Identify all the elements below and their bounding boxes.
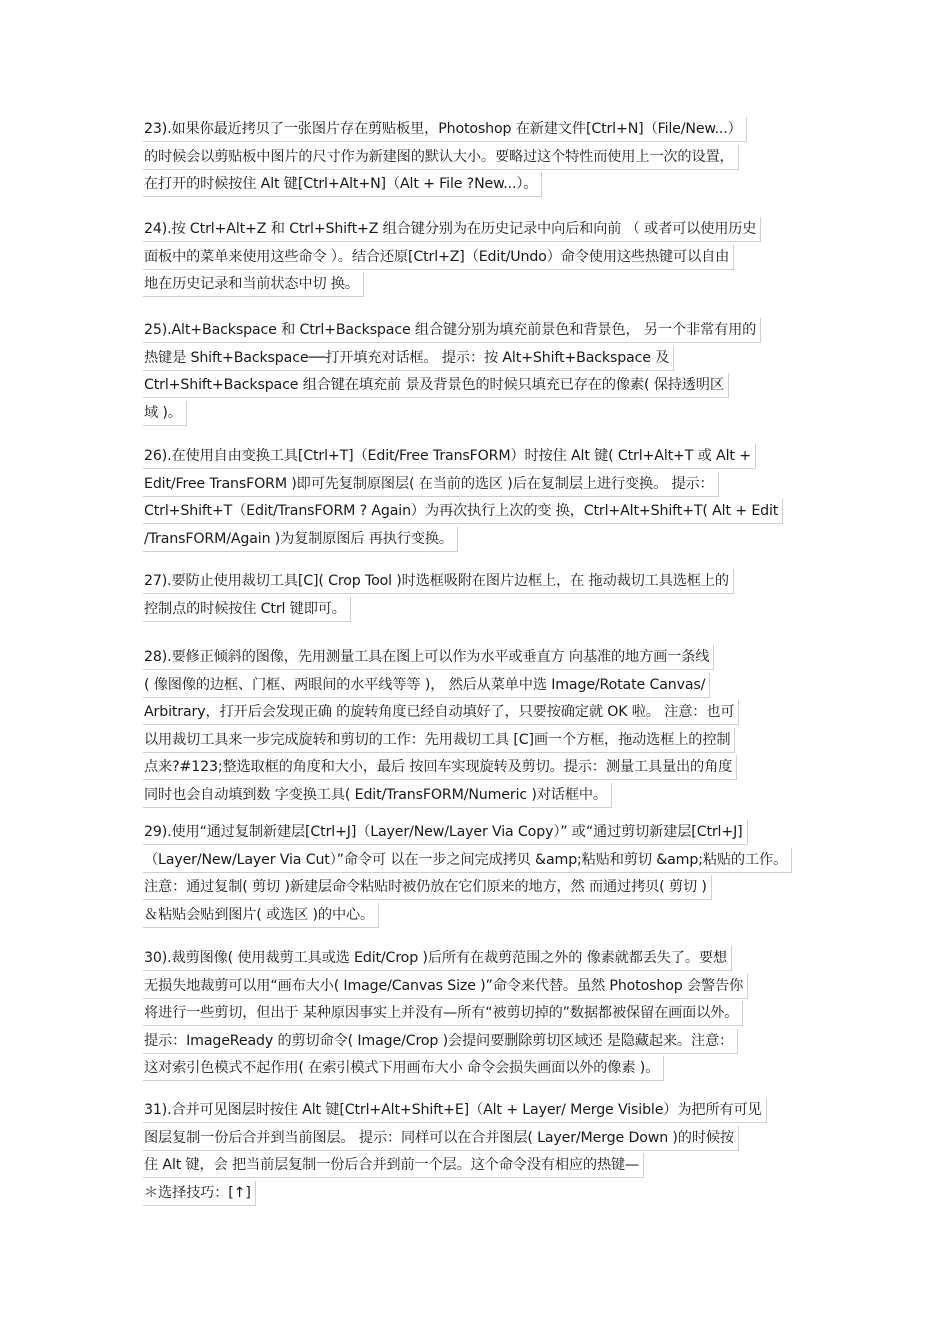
tip-25-line-4: 域 )。	[143, 401, 187, 426]
tip-30-line-5: 这对索引色模式不起作用( 在索引模式下用画布大小 命令会损失画面以外的像素 )。	[143, 1056, 664, 1081]
tip-26-line-3: Ctrl+Shift+T（Edit/TransFORM ? Again）为再次执行上次的变 换，Ctrl+Alt+Shift+T( Alt + Edit	[143, 499, 783, 524]
tip-28-line-3: Arbitrary，打开后会发现正确 的旋转角度已经自动填好了，只要按确定就 OK 啦。 注意：也可	[143, 700, 739, 725]
tip-29-line-1: 29).使用“通过复制新建层[Ctrl+J]（Layer/New/Layer Via Copy）” 或“通过剪切新建层[Ctrl+J]	[143, 820, 748, 845]
tip-26-paragraph	[143, 444, 783, 554]
tip-30-line-1: 30).裁剪图像( 使用裁剪工具或选 Edit/Crop )后所有在裁剪范围之外的 像素就都丢失了。要想	[143, 946, 732, 971]
tip-27-paragraph	[143, 569, 734, 624]
tip-30-line-2: 无损失地裁剪可以用“画布大小( Image/Canvas Size )”命令来代替。虽然 Photoshop 会警告你	[143, 974, 748, 999]
tip-29-line-4: ＆粘贴会贴到图片( 或选区 )的中心。	[143, 903, 379, 928]
tip-28-line-6: 同时也会自动填到数 字变换工具( Edit/TransFORM/Numeric )对话框中。	[143, 783, 612, 808]
tip-30-paragraph	[143, 946, 748, 1084]
tip-24-line-2: 面板中的菜单来使用这些命令 ）。结合还原[Ctrl+Z]（Edit/Undo）命令使用这些热键可以自由	[143, 245, 734, 270]
tip-26-line-4: /TransFORM/Again )为复制原图后 再执行变换。	[143, 527, 458, 552]
tip-31-line-3: 住 Alt 键，会 把当前层复制一份后合并到前一个层。这个命令没有相应的热键—	[143, 1153, 644, 1178]
tip-28-line-5: 点来?#123;整选取框的角度和大小，最后 按回车实现旋转及剪切。提示：测量工具量出的角度	[143, 755, 737, 780]
tip-30-line-3: 将进行一些剪切，但出于 某种原因事实上并没有—所有“被剪切掉的”数据都被保留在画面以外。	[143, 1001, 743, 1026]
tip-24-paragraph	[143, 217, 761, 300]
tip-31-line-4: ＊选择技巧：[↑]	[143, 1181, 256, 1206]
tip-28-line-4: 以用裁切工具来一步完成旋转和剪切的工作：先用裁切工具 [C]画一个方框，拖动选框上的控制	[143, 728, 735, 753]
tip-27-line-1: 27).要防止使用裁切工具[C]( Crop Tool )时选框吸附在图片边框上，在 拖动裁切工具选框上的	[143, 569, 734, 594]
tip-29-paragraph	[143, 820, 792, 930]
tip-31-line-2: 图层复制一份后合并到当前图层。 提示：同样可以在合并图层( Layer/Merge Down )的时候按	[143, 1126, 739, 1151]
tip-25-line-2: 热键是 Shift+Backspace──打开填充对话框。 提示：按 Alt+Shift+Backspace 及	[143, 346, 674, 371]
tip-23-line-2: 的时候会以剪贴板中图片的尺寸作为新建图的默认大小。要略过这个特性而使用上一次的设置，	[143, 145, 739, 170]
tip-28-line-1: 28).要修正倾斜的图像，先用测量工具在图上可以作为水平或垂直方 向基准的地方画一条线	[143, 645, 714, 670]
tip-24-line-3: 地在历史记录和当前状态中切 换。	[143, 272, 364, 297]
tip-24-line-1: 24).按 Ctrl+Alt+Z 和 Ctrl+Shift+Z 组合键分别为在历史记录中向后和向前 （ 或者可以使用历史	[143, 217, 761, 242]
tip-26-line-2: Edit/Free TransFORM )即可先复制原图层( 在当前的选区 )后在复制层上进行变换。 提示：	[143, 472, 719, 497]
tip-23-line-1: 23).如果你最近拷贝了一张图片存在剪贴板里，Photoshop 在新建文件[Ctrl+N]（File/New...）	[143, 117, 747, 142]
tip-30-line-4: 提示：ImageReady 的剪切命令( Image/Crop )会提问要删除剪切区域还 是隐藏起来。注意：	[143, 1029, 738, 1054]
tip-23-line-3: 在打开的时候按住 Alt 键[Ctrl+Alt+N]（Alt + File ?New...）。	[143, 172, 542, 197]
tip-25-line-3: Ctrl+Shift+Backspace 组合键在填充前 景及背景色的时候只填充已存在的像素( 保持透明区	[143, 373, 729, 398]
tip-28-line-2: ( 像图像的边框、门框、两眼间的水平线等等 )， 然后从菜单中选 Image/Rotate Canvas/	[143, 673, 710, 698]
tip-25-line-1: 25).Alt+Backspace 和 Ctrl+Backspace 组合键分别为填充前景色和背景色， 另一个非常有用的	[143, 318, 761, 343]
tip-27-line-2: 控制点的时候按住 Ctrl 键即可。	[143, 597, 351, 622]
tip-29-line-3: 注意：通过复制( 剪切 )新建层命令粘贴时被仍放在它们原来的地方，然 而通过拷贝( 剪切 )	[143, 875, 712, 900]
tip-31-paragraph	[143, 1098, 767, 1208]
tip-23-paragraph	[143, 117, 747, 200]
tip-29-line-2: （Layer/New/Layer Via Cut）”命令可 以在一步之间完成拷贝 &amp;粘贴和剪切 &amp;粘贴的工作。	[143, 848, 792, 873]
tip-26-line-1: 26).在使用自由变换工具[Ctrl+T]（Edit/Free TransFORM）时按住 Alt 键( Ctrl+Alt+T 或 Alt +	[143, 444, 756, 469]
tip-31-line-1: 31).合并可见图层时按住 Alt 键[Ctrl+Alt+Shift+E]（Alt + Layer/ Merge Visible）为把所有可见	[143, 1098, 767, 1123]
tip-25-paragraph	[143, 318, 761, 428]
tip-28-paragraph	[143, 645, 739, 810]
